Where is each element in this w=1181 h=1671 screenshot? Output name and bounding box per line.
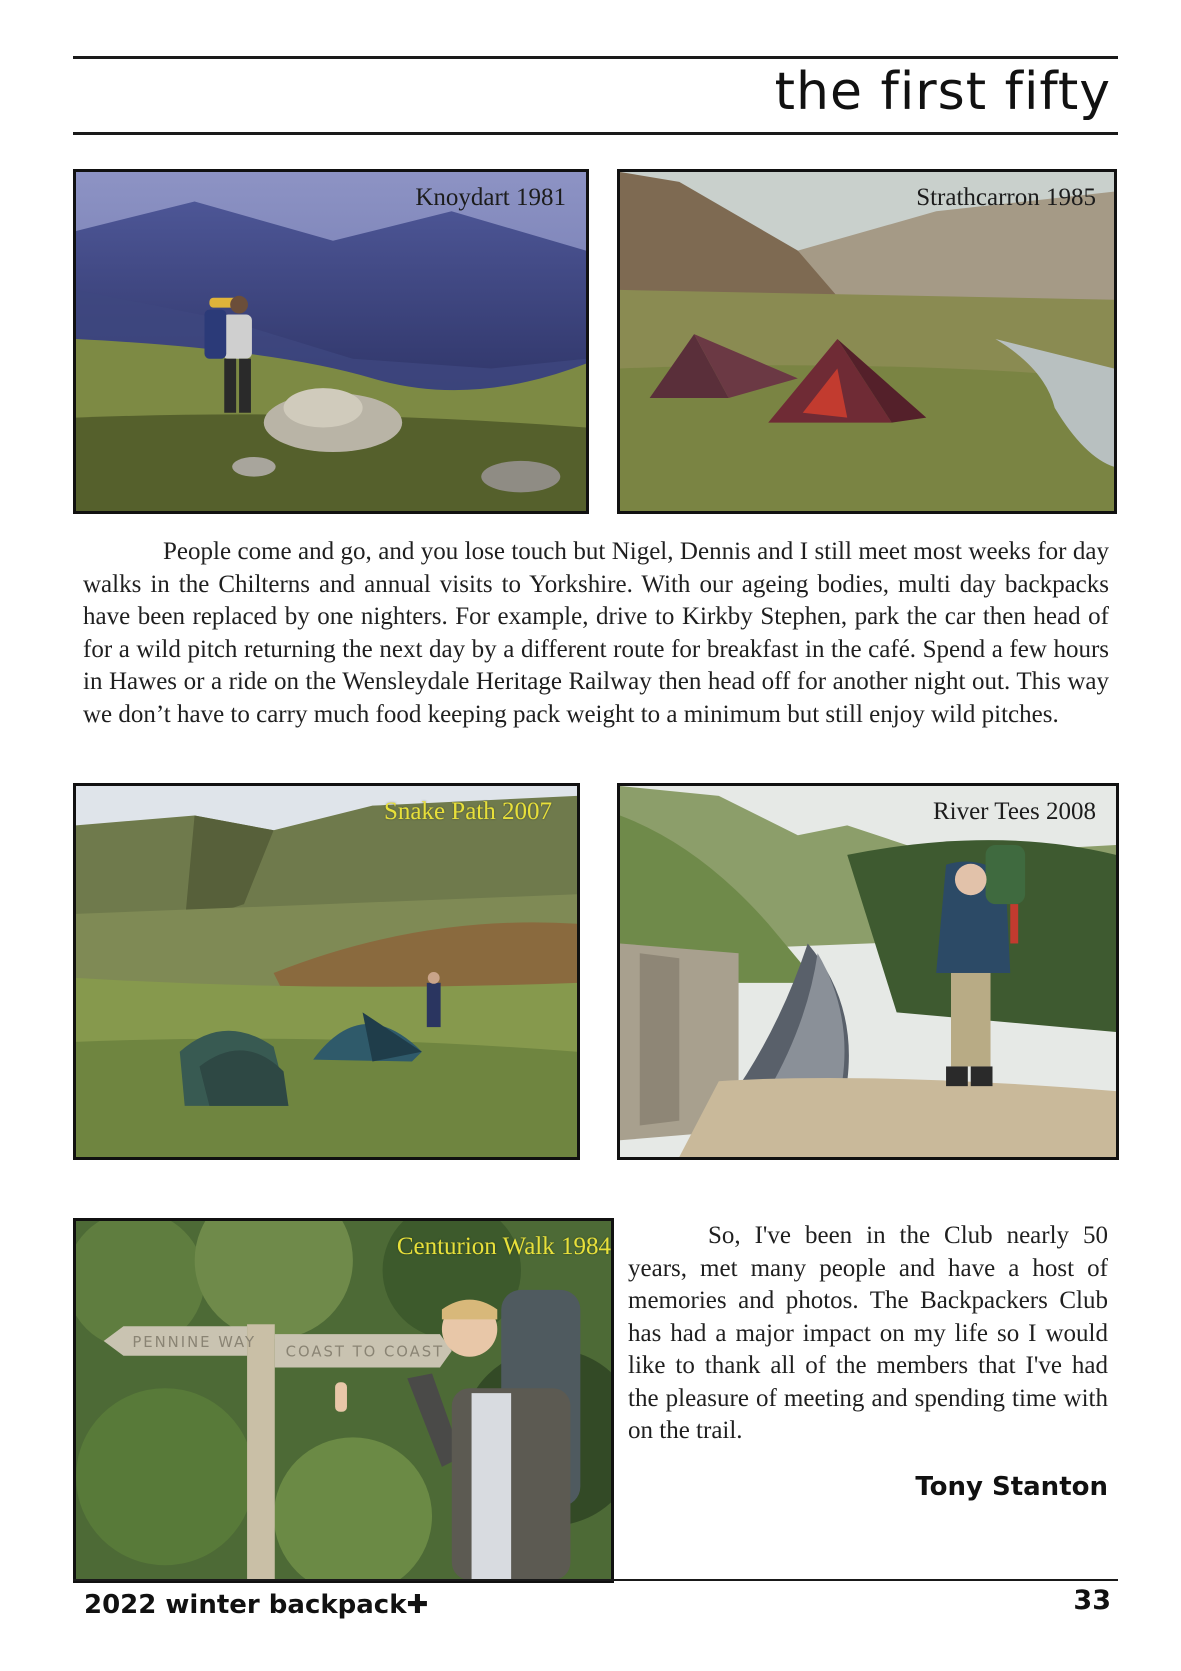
- signpost-right-text: COAST TO COAST: [285, 1343, 445, 1361]
- header-rule-bottom: [73, 132, 1118, 135]
- photo-strathcarron: [617, 169, 1117, 514]
- photo-centurion-walk-image: [76, 1221, 611, 1580]
- photo-caption: Snake Path 2007: [383, 798, 552, 825]
- body-paragraph-1: People come and go, and you lose touch but Nigel, Dennis and I still meet most weeks for day walks in the Chilterns and annual visits to Yorkshire. With our ageing bodies, multi day backpacks have been replaced by one nighters. For example, drive to Kirkby Stephen, park the car then head of for a wild pitch returning the next day by a different route for breakfast in the café. Spend a few hours in Hawes or a ride on the Wensleydale Heritage Railway then head off for another night out. This way we don’t have to carry much food keeping pack weight to a minimum but still enjoy wild pitches.: [83, 538, 1109, 728]
- header-rule-top: [73, 56, 1118, 59]
- photo-snake-path: [73, 783, 580, 1160]
- photo-river-tees-image: [620, 786, 1116, 1157]
- photo-river-tees: [617, 783, 1119, 1160]
- page-title: the first fifty: [774, 62, 1111, 122]
- photo-knoydart: [73, 169, 589, 514]
- page-number: 33: [1073, 1585, 1111, 1616]
- signpost-left-text: PENNINE WAY: [132, 1333, 257, 1351]
- photo-centurion-walk: [73, 1218, 614, 1583]
- author-name: Tony Stanton: [915, 1472, 1108, 1502]
- photo-snake-path-image: [76, 786, 577, 1157]
- footer-rule: [73, 1579, 1118, 1581]
- publication-name: 2022 winter backpack✚: [84, 1590, 429, 1620]
- photo-caption: Knoydart 1981: [415, 184, 566, 211]
- photo-caption: Centurion Walk 1984: [396, 1233, 611, 1260]
- photo-strathcarron-image: [620, 172, 1114, 511]
- photo-knoydart-image: [76, 172, 586, 511]
- body-paragraph-2: So, I've been in the Club nearly 50 years, met many people and have a host of memories and photos. The Backpackers Club has had a major impact on my life so I would like to thank all of the members that I've had the pleasure of meeting and spending time with on the trail.: [628, 1222, 1108, 1444]
- photo-caption: Strathcarron 1985: [916, 184, 1096, 211]
- photo-caption: River Tees 2008: [932, 798, 1096, 825]
